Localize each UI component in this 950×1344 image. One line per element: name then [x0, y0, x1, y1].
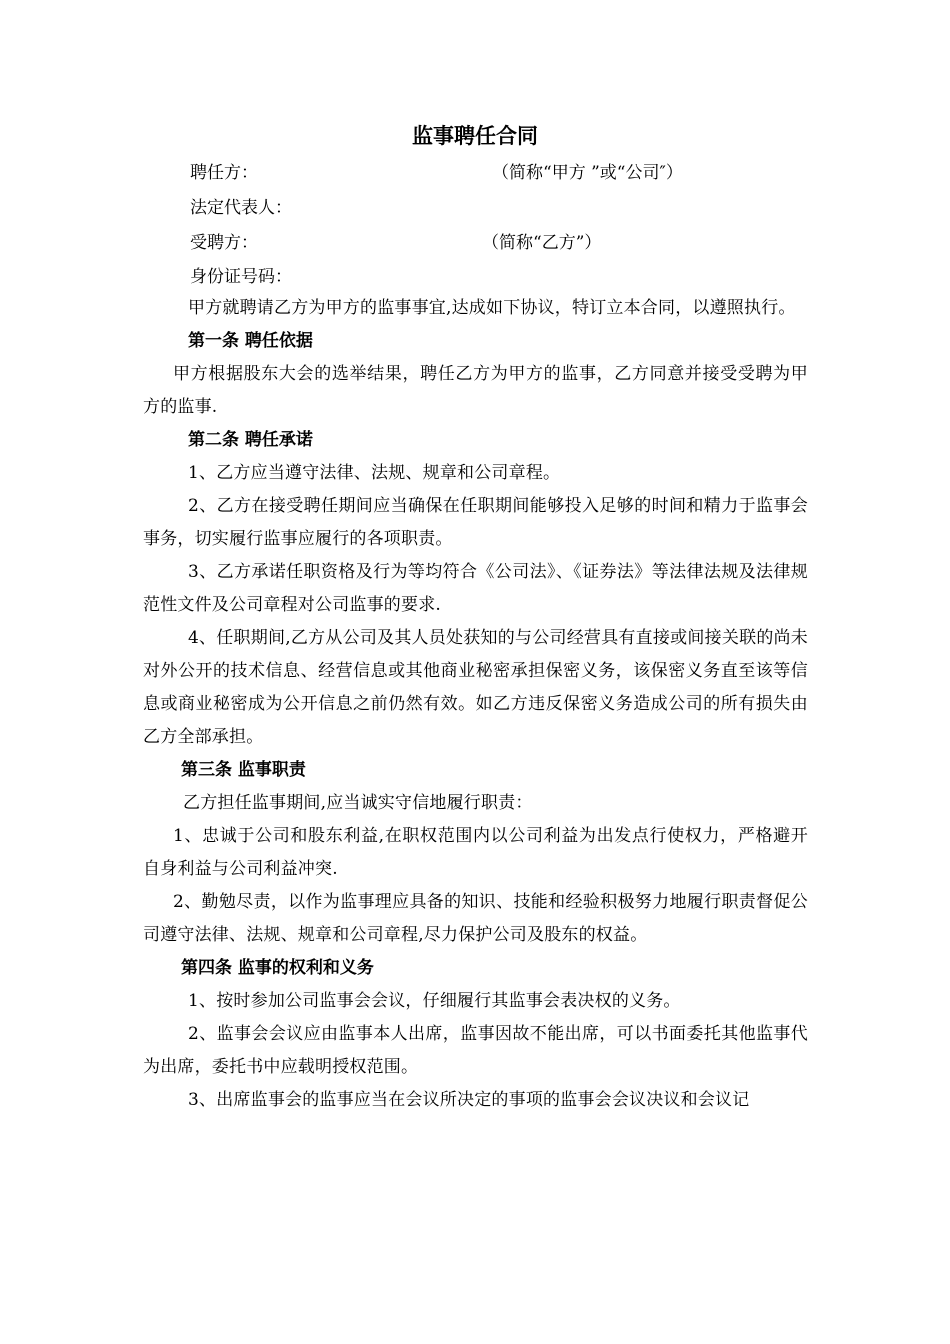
- employer-label: 聘任方：: [190, 163, 258, 183]
- legal-rep-line: [190, 193, 292, 223]
- contract-body: [143, 292, 808, 1117]
- article4-item: 1、按时参加公司监事会会议，仔细履行其监事会表决权的义务。: [188, 991, 681, 1011]
- article2-item: 2、乙方在接受聘任期间应当确保在任职期间能够投入足够的时间和精力于监事会事务，切实履行监事应履行的各项职责。: [143, 496, 808, 549]
- id-label: 身份证号码：: [190, 267, 292, 287]
- employer-line: [190, 158, 683, 188]
- article2-item: 3、乙方承诺任职资格及行为等均符合《公司法》、《证券法》等法律法规及法律规范性文件及公司章程对公司监事的要求.: [143, 562, 808, 615]
- article3-item: 2、勤勉尽责，以作为监事理应具备的知识、技能和经验积极努力地履行职责督促公司遵守法律、法规、规章和公司章程,尽力保护公司及股东的权益。: [143, 892, 808, 945]
- employee-note: （简称“乙方”）: [482, 233, 602, 253]
- article3-item: 1、忠诚于公司和股东利益,在职权范围内以公司利益为出发点行使权力，严格避开自身利益与公司利益冲突.: [143, 826, 808, 879]
- article2-heading: 第二条 聘任承诺: [188, 430, 313, 450]
- employer-note: （简称“甲方 ”或“公司″）: [492, 163, 683, 183]
- document-title: 监事聘任合同: [412, 124, 538, 148]
- id-line: [190, 262, 292, 292]
- article2-item: 4、任职期间,乙方从公司及其人员处获知的与公司经营具有直接或间接关联的尚未对外公开的技术信息、经营信息或其他商业秘密承担保密义务，该保密义务直至该等信息或商业秘密成为公开信息之前仍然有效。如乙方违反保密义务造成公司的所有损失由乙方全部承担。: [143, 628, 808, 747]
- employee-label: 受聘方：: [190, 233, 258, 253]
- employee-line: [190, 228, 602, 258]
- article4-item: 2、监事会会议应由监事本人出席，监事因故不能出席，可以书面委托其他监事代为出席，委托书中应载明授权范围。: [143, 1024, 808, 1077]
- article3-heading: 第三条 监事职责: [181, 760, 306, 780]
- article4-heading: 第四条 监事的权利和义务: [181, 958, 374, 978]
- article3-intro: 乙方担任监事期间,应当诚实守信地履行职责：: [183, 793, 533, 813]
- article4-item: 3、出席监事会的监事应当在会议所决定的事项的监事会会议决议和会议记: [188, 1090, 750, 1110]
- preamble: 甲方就聘请乙方为甲方的监事事宜,达成如下协议，特订立本合同，以遵照执行。: [188, 298, 796, 318]
- article2-item: 1、乙方应当遵守法律、法规、规章和公司章程。: [188, 463, 561, 483]
- legal-rep-label: 法定代表人：: [190, 198, 292, 218]
- article1-text: 甲方根据股东大会的选举结果，聘任乙方为甲方的监事，乙方同意并接受受聘为甲方的监事.: [143, 364, 808, 417]
- article1-heading: 第一条 聘任依据: [188, 331, 313, 351]
